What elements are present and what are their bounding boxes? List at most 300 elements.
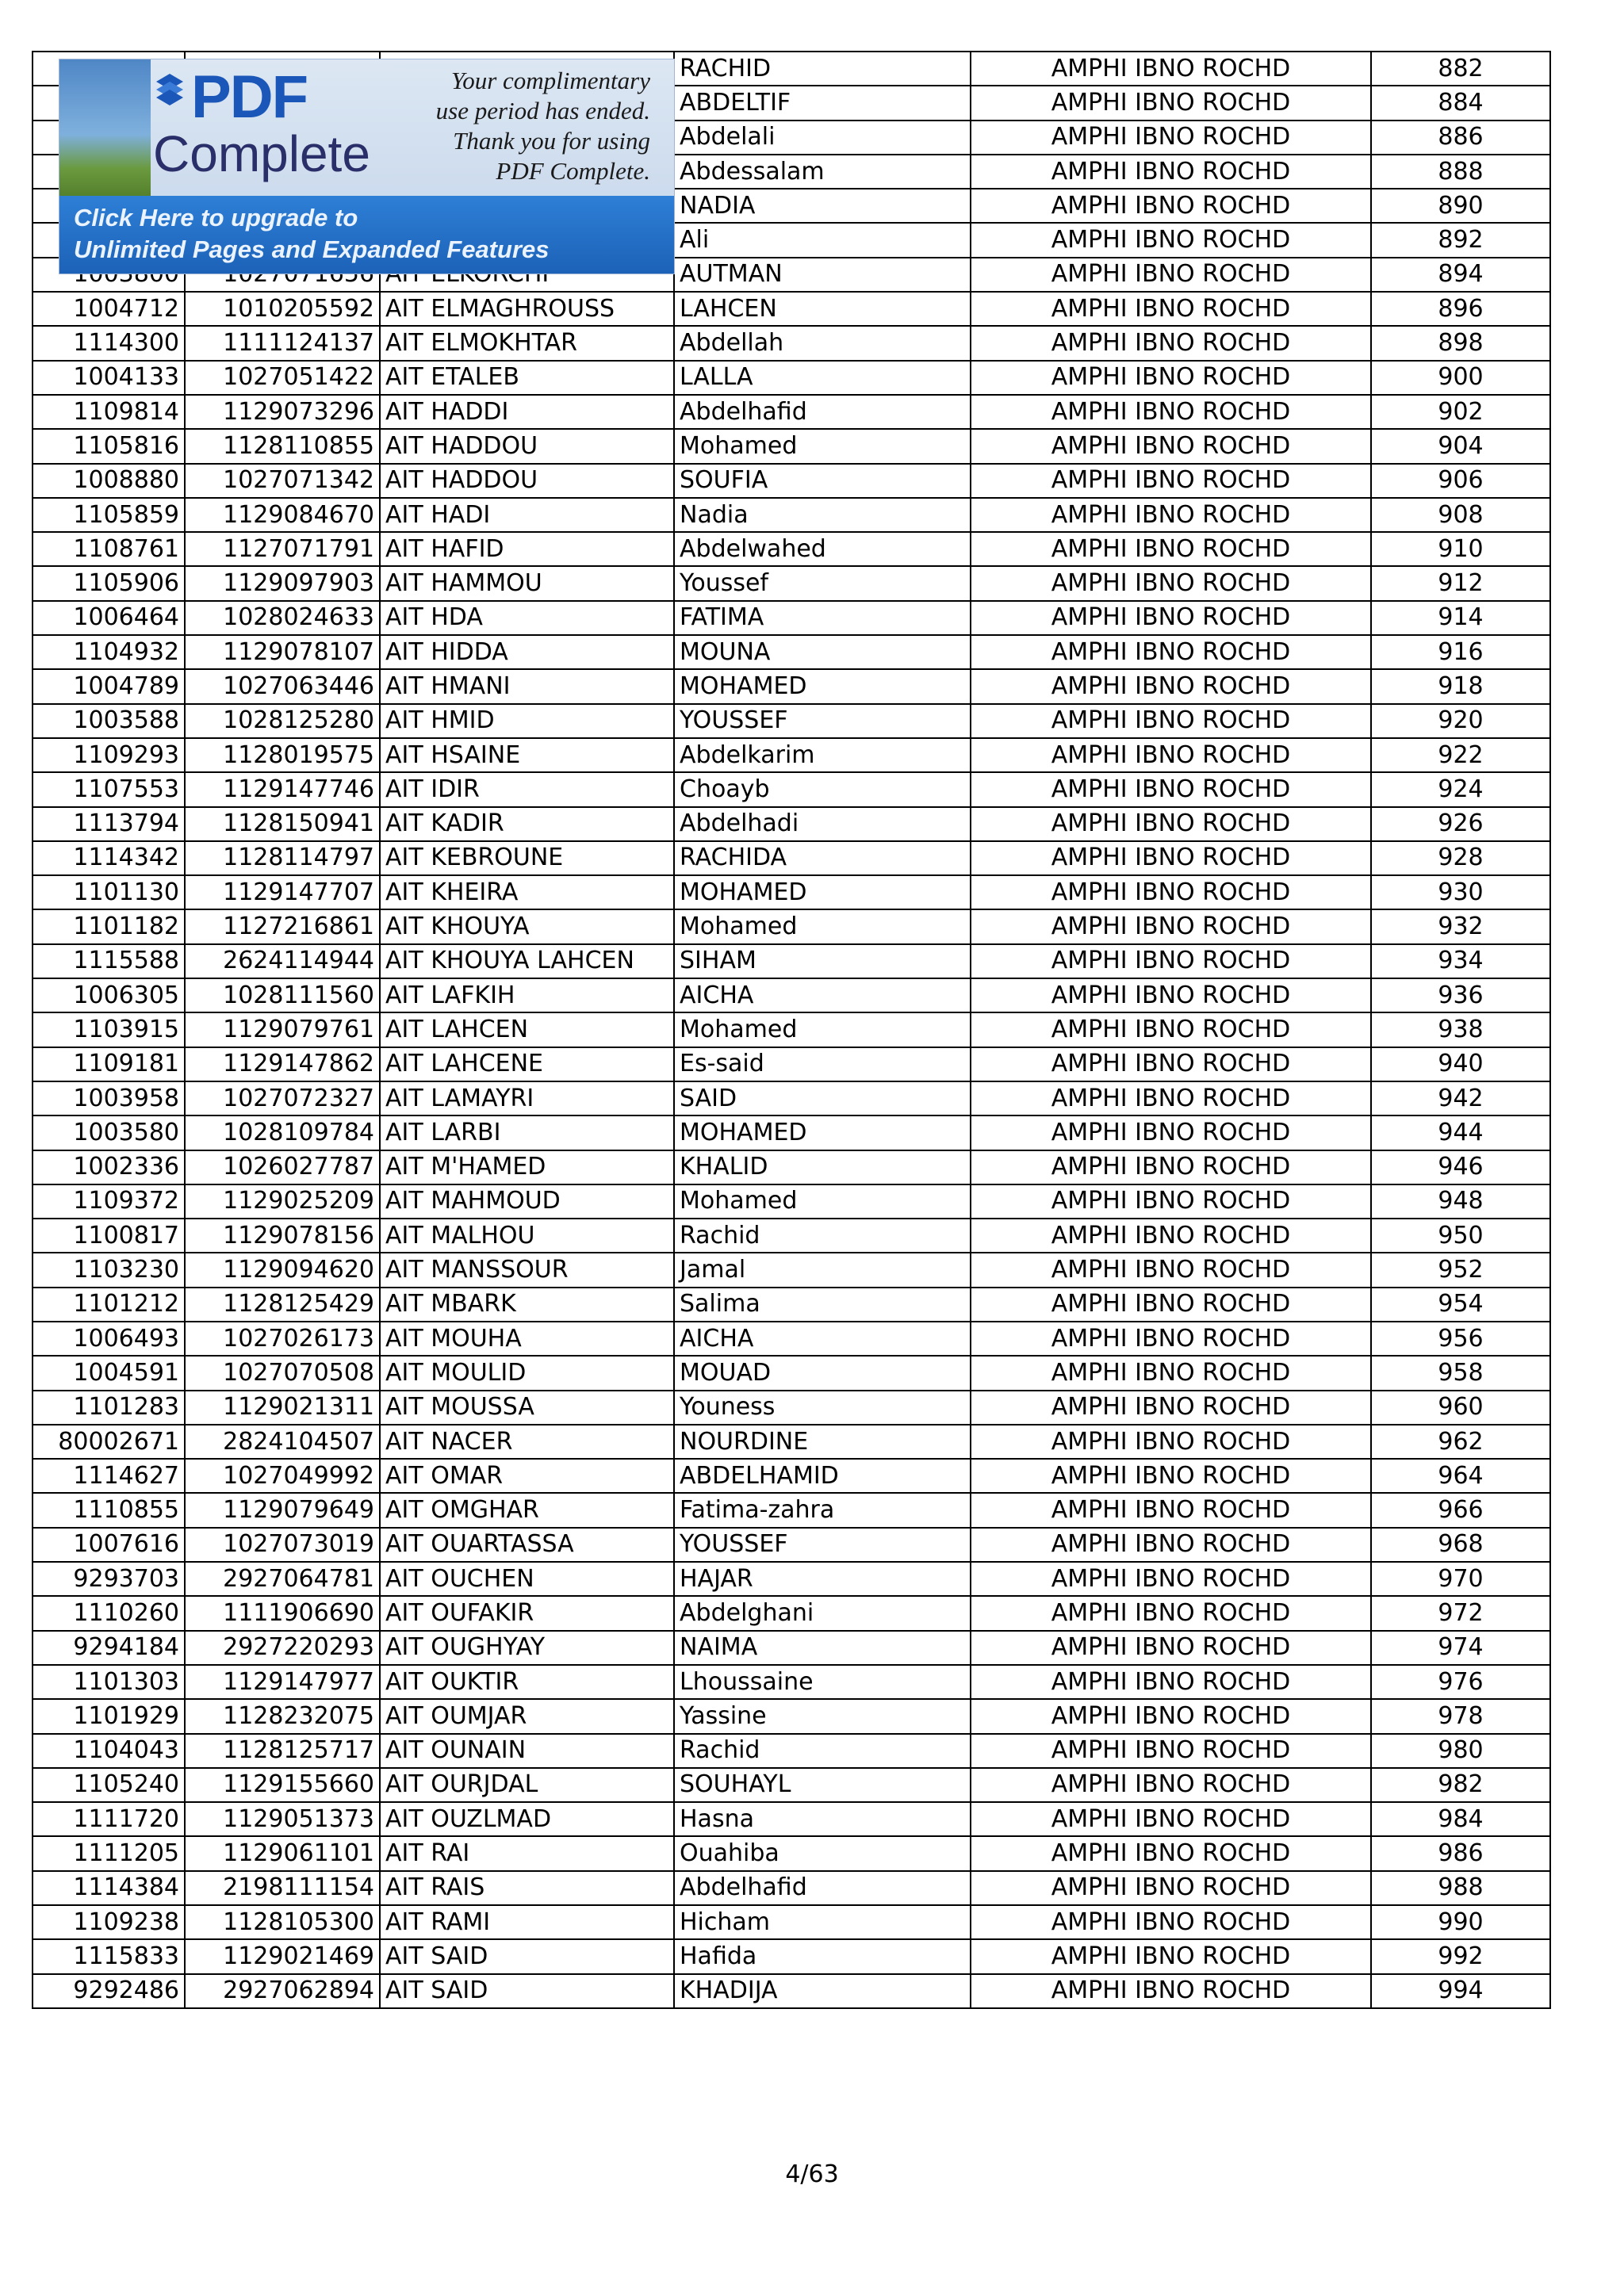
firstname-cell: Abdelwahed <box>674 532 971 566</box>
code-cell: 1027063446 <box>185 669 380 703</box>
seat-number-cell: 902 <box>1371 395 1550 429</box>
pdf-complete-banner[interactable] <box>59 59 675 274</box>
seat-number-cell: 970 <box>1371 1562 1550 1596</box>
seat-number-cell: 922 <box>1371 738 1550 772</box>
surname-cell: AIT LARBI <box>380 1115 674 1150</box>
surname-cell: AIT ELMOKHTAR <box>380 326 674 360</box>
code-cell: 1129084670 <box>185 498 380 532</box>
table-row <box>33 1905 1550 1939</box>
code-cell: 1129078107 <box>185 635 380 669</box>
cta-line[interactable]: Unlimited Pages and Expanded Features <box>74 235 550 263</box>
code-cell: 1129079761 <box>185 1012 380 1047</box>
table-row <box>33 1493 1550 1527</box>
room-cell: AMPHI IBNO ROCHD <box>971 1905 1371 1939</box>
code-cell: 1027072327 <box>185 1081 380 1115</box>
room-cell: AMPHI IBNO ROCHD <box>971 944 1371 978</box>
room-cell: AMPHI IBNO ROCHD <box>971 875 1371 909</box>
seat-number-cell: 992 <box>1371 1939 1550 1973</box>
table-row <box>33 669 1550 703</box>
firstname-cell: LAHCEN <box>674 292 971 326</box>
cta-line[interactable]: Click Here to upgrade to <box>74 204 358 232</box>
seat-number-cell: 986 <box>1371 1836 1550 1870</box>
surname-cell: AIT KHOUYA LAHCEN <box>380 944 674 978</box>
id-cell: 1006464 <box>33 601 185 635</box>
room-cell: AMPHI IBNO ROCHD <box>971 1836 1371 1870</box>
seat-number-cell: 988 <box>1371 1871 1550 1905</box>
code-cell: 1111124137 <box>185 326 380 360</box>
table-row <box>33 772 1550 806</box>
id-cell: 1107553 <box>33 772 185 806</box>
firstname-cell: SOUHAYL <box>674 1768 971 1802</box>
firstname-cell: Fatima-zahra <box>674 1493 971 1527</box>
code-cell: 1128110855 <box>185 429 380 463</box>
table-row <box>33 464 1550 498</box>
surname-cell: AIT HAFID <box>380 532 674 566</box>
firstname-cell: NAIMA <box>674 1631 971 1665</box>
surname-cell: AIT OMGHAR <box>380 1493 674 1527</box>
table-row <box>33 429 1550 463</box>
firstname-cell: Rachid <box>674 1734 971 1768</box>
upgrade-link[interactable] <box>59 196 674 274</box>
room-cell: AMPHI IBNO ROCHD <box>971 361 1371 395</box>
firstname-cell: RACHIDA <box>674 841 971 875</box>
id-cell: 1101283 <box>33 1391 185 1425</box>
id-cell: 1101929 <box>33 1699 185 1733</box>
seat-number-cell: 934 <box>1371 944 1550 978</box>
code-cell: 1129155660 <box>185 1768 380 1802</box>
table-row <box>33 1425 1550 1459</box>
surname-cell: AIT LAMAYRI <box>380 1081 674 1115</box>
firstname-cell: SOUFIA <box>674 464 971 498</box>
surname-cell: AIT HADI <box>380 498 674 532</box>
code-cell: 2824104507 <box>185 1425 380 1459</box>
room-cell: AMPHI IBNO ROCHD <box>971 223 1371 257</box>
firstname-cell: Abdelkarim <box>674 738 971 772</box>
table-row <box>33 1699 1550 1733</box>
firstname-cell: Abdelhafid <box>674 395 971 429</box>
code-cell: 1128114797 <box>185 841 380 875</box>
seat-number-cell: 976 <box>1371 1665 1550 1699</box>
seat-number-cell: 928 <box>1371 841 1550 875</box>
surname-cell: AIT RAMI <box>380 1905 674 1939</box>
surname-cell: AIT KEBROUNE <box>380 841 674 875</box>
code-cell: 1128105300 <box>185 1905 380 1939</box>
seat-number-cell: 912 <box>1371 566 1550 600</box>
firstname-cell: ABDELTIF <box>674 86 971 120</box>
table-row <box>33 395 1550 429</box>
code-cell: 1129147707 <box>185 875 380 909</box>
surname-cell: AIT HDA <box>380 601 674 635</box>
seat-number-cell: 914 <box>1371 601 1550 635</box>
seat-number-cell: 910 <box>1371 532 1550 566</box>
seat-number-cell: 990 <box>1371 1905 1550 1939</box>
firstname-cell: MOHAMED <box>674 875 971 909</box>
table-row <box>33 1596 1550 1630</box>
table-row <box>33 1012 1550 1047</box>
seat-number-cell: 886 <box>1371 121 1550 155</box>
room-cell: AMPHI IBNO ROCHD <box>971 1939 1371 1973</box>
firstname-cell: Mohamed <box>674 909 971 943</box>
id-cell: 1114384 <box>33 1871 185 1905</box>
surname-cell: AIT HSAINE <box>380 738 674 772</box>
message-line: PDF Complete. <box>496 157 650 185</box>
id-cell: 1109814 <box>33 395 185 429</box>
code-cell: 1027073019 <box>185 1528 380 1562</box>
surname-cell: AIT KHEIRA <box>380 875 674 909</box>
seat-number-cell: 906 <box>1371 464 1550 498</box>
room-cell: AMPHI IBNO ROCHD <box>971 395 1371 429</box>
id-cell: 1004133 <box>33 361 185 395</box>
table-row <box>33 326 1550 360</box>
id-cell: 1101182 <box>33 909 185 943</box>
firstname-cell: Hasna <box>674 1802 971 1836</box>
surname-cell: AIT MAHMOUD <box>380 1184 674 1219</box>
table-row <box>33 1081 1550 1115</box>
code-cell: 2198111154 <box>185 1871 380 1905</box>
code-cell: 1129051373 <box>185 1802 380 1836</box>
room-cell: AMPHI IBNO ROCHD <box>971 601 1371 635</box>
code-cell: 1111906690 <box>185 1596 380 1630</box>
room-cell: AMPHI IBNO ROCHD <box>971 704 1371 738</box>
firstname-cell: NADIA <box>674 189 971 223</box>
id-cell: 1109238 <box>33 1905 185 1939</box>
table-row <box>33 292 1550 326</box>
room-cell: AMPHI IBNO ROCHD <box>971 1974 1371 2008</box>
brand-pdf: PDF <box>191 63 307 131</box>
surname-cell: AIT OUNAIN <box>380 1734 674 1768</box>
table-row <box>33 1459 1550 1493</box>
id-cell: 1104043 <box>33 1734 185 1768</box>
code-cell: 1129025209 <box>185 1184 380 1219</box>
surname-cell: AIT HMID <box>380 704 674 738</box>
surname-cell: AIT MOUHA <box>380 1322 674 1356</box>
room-cell: AMPHI IBNO ROCHD <box>971 1596 1371 1630</box>
seat-number-cell: 900 <box>1371 361 1550 395</box>
id-cell: 1110855 <box>33 1493 185 1527</box>
code-cell: 1028109784 <box>185 1115 380 1150</box>
firstname-cell: Abdelghani <box>674 1596 971 1630</box>
surname-cell: AIT NACER <box>380 1425 674 1459</box>
code-cell: 1129021311 <box>185 1391 380 1425</box>
firstname-cell: Mohamed <box>674 1184 971 1219</box>
id-cell: 1105816 <box>33 429 185 463</box>
room-cell: AMPHI IBNO ROCHD <box>971 292 1371 326</box>
seat-number-cell: 930 <box>1371 875 1550 909</box>
table-row <box>33 1871 1550 1905</box>
seat-number-cell: 896 <box>1371 292 1550 326</box>
room-cell: AMPHI IBNO ROCHD <box>971 1219 1371 1253</box>
table-row <box>33 498 1550 532</box>
room-cell: AMPHI IBNO ROCHD <box>971 1012 1371 1047</box>
code-cell: 1027026173 <box>185 1322 380 1356</box>
id-cell: 1110260 <box>33 1596 185 1630</box>
id-cell: 9292486 <box>33 1974 185 2008</box>
table-row <box>33 841 1550 875</box>
room-cell: AMPHI IBNO ROCHD <box>971 635 1371 669</box>
table-row <box>33 635 1550 669</box>
seat-number-cell: 984 <box>1371 1802 1550 1836</box>
code-cell: 1129147862 <box>185 1047 380 1081</box>
room-cell: AMPHI IBNO ROCHD <box>971 1425 1371 1459</box>
id-cell: 1105859 <box>33 498 185 532</box>
banner-message <box>365 66 650 186</box>
id-cell: 1115588 <box>33 944 185 978</box>
room-cell: AMPHI IBNO ROCHD <box>971 1288 1371 1322</box>
code-cell: 1027071342 <box>185 464 380 498</box>
surname-cell: AIT OUGHYAY <box>380 1631 674 1665</box>
room-cell: AMPHI IBNO ROCHD <box>971 1047 1371 1081</box>
seat-number-cell: 972 <box>1371 1596 1550 1630</box>
table-row <box>33 1665 1550 1699</box>
room-cell: AMPHI IBNO ROCHD <box>971 1253 1371 1287</box>
room-cell: AMPHI IBNO ROCHD <box>971 532 1371 566</box>
firstname-cell: NOURDINE <box>674 1425 971 1459</box>
firstname-cell: Mohamed <box>674 1012 971 1047</box>
code-cell: 1128125429 <box>185 1288 380 1322</box>
brand-complete: Complete <box>153 125 370 182</box>
firstname-cell: MOUAD <box>674 1356 971 1390</box>
surname-cell: AIT HADDOU <box>380 464 674 498</box>
table-row <box>33 1253 1550 1287</box>
firstname-cell: LALLA <box>674 361 971 395</box>
code-cell: 2927220293 <box>185 1631 380 1665</box>
seat-number-cell: 940 <box>1371 1047 1550 1081</box>
firstname-cell: RACHID <box>674 52 971 86</box>
table-row <box>33 1562 1550 1596</box>
message-line: Your complimentary <box>450 67 650 94</box>
firstname-cell: AICHA <box>674 978 971 1012</box>
surname-cell: AIT RAIS <box>380 1871 674 1905</box>
code-cell: 1129097903 <box>185 566 380 600</box>
seat-number-cell: 946 <box>1371 1150 1550 1184</box>
surname-cell: AIT RAI <box>380 1836 674 1870</box>
id-cell: 1105906 <box>33 566 185 600</box>
id-cell: 1101130 <box>33 875 185 909</box>
room-cell: AMPHI IBNO ROCHD <box>971 326 1371 360</box>
room-cell: AMPHI IBNO ROCHD <box>971 429 1371 463</box>
id-cell: 1002336 <box>33 1150 185 1184</box>
surname-cell: AIT OUARTASSA <box>380 1528 674 1562</box>
id-cell: 1003958 <box>33 1081 185 1115</box>
id-cell: 1003580 <box>33 1115 185 1150</box>
room-cell: AMPHI IBNO ROCHD <box>971 1356 1371 1390</box>
firstname-cell: Jamal <box>674 1253 971 1287</box>
room-cell: AMPHI IBNO ROCHD <box>971 1115 1371 1150</box>
room-cell: AMPHI IBNO ROCHD <box>971 978 1371 1012</box>
firstname-cell: Ali <box>674 223 971 257</box>
firstname-cell: Hafida <box>674 1939 971 1973</box>
table-row <box>33 1356 1550 1390</box>
surname-cell: AIT LAHCENE <box>380 1047 674 1081</box>
seat-number-cell: 894 <box>1371 258 1550 292</box>
id-cell: 1108761 <box>33 532 185 566</box>
room-cell: AMPHI IBNO ROCHD <box>971 1493 1371 1527</box>
code-cell: 1128125717 <box>185 1734 380 1768</box>
surname-cell: AIT MBARK <box>380 1288 674 1322</box>
table-row <box>33 1631 1550 1665</box>
seat-number-cell: 950 <box>1371 1219 1550 1253</box>
seat-number-cell: 924 <box>1371 772 1550 806</box>
firstname-cell: Yassine <box>674 1699 971 1733</box>
code-cell: 1128150941 <box>185 807 380 841</box>
id-cell: 1006493 <box>33 1322 185 1356</box>
room-cell: AMPHI IBNO ROCHD <box>971 841 1371 875</box>
surname-cell: AIT MOULID <box>380 1356 674 1390</box>
seat-number-cell: 898 <box>1371 326 1550 360</box>
firstname-cell: Rachid <box>674 1219 971 1253</box>
surname-cell: AIT LAHCEN <box>380 1012 674 1047</box>
room-cell: AMPHI IBNO ROCHD <box>971 772 1371 806</box>
id-cell: 1104932 <box>33 635 185 669</box>
firstname-cell: YOUSSEF <box>674 1528 971 1562</box>
seat-number-cell: 920 <box>1371 704 1550 738</box>
surname-cell: AIT HMANI <box>380 669 674 703</box>
surname-cell: AIT SAID <box>380 1974 674 2008</box>
id-cell: 9293703 <box>33 1562 185 1596</box>
room-cell: AMPHI IBNO ROCHD <box>971 1150 1371 1184</box>
code-cell: 1027049992 <box>185 1459 380 1493</box>
table-row <box>33 1836 1550 1870</box>
seat-number-cell: 938 <box>1371 1012 1550 1047</box>
id-cell: 1115833 <box>33 1939 185 1973</box>
firstname-cell: Es-said <box>674 1047 971 1081</box>
room-cell: AMPHI IBNO ROCHD <box>971 909 1371 943</box>
code-cell: 1127216861 <box>185 909 380 943</box>
table-row <box>33 944 1550 978</box>
firstname-cell: ABDELHAMID <box>674 1459 971 1493</box>
surname-cell: AIT OUCHEN <box>380 1562 674 1596</box>
id-cell: 1109372 <box>33 1184 185 1219</box>
firstname-cell: Abdellah <box>674 326 971 360</box>
seat-number-cell: 994 <box>1371 1974 1550 2008</box>
candidate-table <box>32 51 1551 2009</box>
code-cell: 1026027787 <box>185 1150 380 1184</box>
seat-number-cell: 952 <box>1371 1253 1550 1287</box>
seat-number-cell: 956 <box>1371 1322 1550 1356</box>
room-cell: AMPHI IBNO ROCHD <box>971 155 1371 189</box>
id-cell: 1114342 <box>33 841 185 875</box>
firstname-cell: Choayb <box>674 772 971 806</box>
id-cell: 1006305 <box>33 978 185 1012</box>
code-cell: 1129094620 <box>185 1253 380 1287</box>
id-cell: 1109293 <box>33 738 185 772</box>
table-row <box>33 1047 1550 1081</box>
seat-number-cell: 884 <box>1371 86 1550 120</box>
firstname-cell: FATIMA <box>674 601 971 635</box>
room-cell: AMPHI IBNO ROCHD <box>971 1459 1371 1493</box>
id-cell: 1114627 <box>33 1459 185 1493</box>
code-cell: 1129147746 <box>185 772 380 806</box>
table-row <box>33 566 1550 600</box>
table-row <box>33 1115 1550 1150</box>
code-cell: 1129078156 <box>185 1219 380 1253</box>
surname-cell: AIT ELMAGHROUSS <box>380 292 674 326</box>
room-cell: AMPHI IBNO ROCHD <box>971 1322 1371 1356</box>
seat-number-cell: 916 <box>1371 635 1550 669</box>
surname-cell: AIT M'HAMED <box>380 1150 674 1184</box>
room-cell: AMPHI IBNO ROCHD <box>971 52 1371 86</box>
seat-number-cell: 890 <box>1371 189 1550 223</box>
seat-number-cell: 982 <box>1371 1768 1550 1802</box>
firstname-cell: AICHA <box>674 1322 971 1356</box>
surname-cell: AIT OUMJAR <box>380 1699 674 1733</box>
table-row <box>33 1768 1550 1802</box>
surname-cell: AIT LAFKIH <box>380 978 674 1012</box>
room-cell: AMPHI IBNO ROCHD <box>971 464 1371 498</box>
room-cell: AMPHI IBNO ROCHD <box>971 86 1371 120</box>
id-cell: 1008880 <box>33 464 185 498</box>
id-cell: 1114300 <box>33 326 185 360</box>
code-cell: 1128232075 <box>185 1699 380 1733</box>
id-cell: 1103915 <box>33 1012 185 1047</box>
code-cell: 2927062894 <box>185 1974 380 2008</box>
table-row <box>33 875 1550 909</box>
table-row <box>33 807 1550 841</box>
table-row <box>33 978 1550 1012</box>
table-row <box>33 1974 1550 2008</box>
firstname-cell: Hicham <box>674 1905 971 1939</box>
id-cell: 1101303 <box>33 1665 185 1699</box>
surname-cell: AIT MOUSSA <box>380 1391 674 1425</box>
id-cell: 1004591 <box>33 1356 185 1390</box>
room-cell: AMPHI IBNO ROCHD <box>971 121 1371 155</box>
id-cell: 1004789 <box>33 669 185 703</box>
umbrella-figure-icon <box>59 59 151 196</box>
seat-number-cell: 980 <box>1371 1734 1550 1768</box>
firstname-cell: Salima <box>674 1288 971 1322</box>
surname-cell: AIT SAID <box>380 1939 674 1973</box>
surname-cell: AIT MANSSOUR <box>380 1253 674 1287</box>
seat-number-cell: 888 <box>1371 155 1550 189</box>
firstname-cell: Ouahiba <box>674 1836 971 1870</box>
seat-number-cell: 882 <box>1371 52 1550 86</box>
surname-cell: AIT KADIR <box>380 807 674 841</box>
id-cell: 1007616 <box>33 1528 185 1562</box>
table-row <box>33 1939 1550 1973</box>
table-row <box>33 532 1550 566</box>
firstname-cell: SAID <box>674 1081 971 1115</box>
surname-cell: AIT OMAR <box>380 1459 674 1493</box>
seat-number-cell: 908 <box>1371 498 1550 532</box>
seat-number-cell: 968 <box>1371 1528 1550 1562</box>
table-row <box>33 1734 1550 1768</box>
table-row <box>33 1184 1550 1219</box>
code-cell: 1129147977 <box>185 1665 380 1699</box>
table-row <box>33 1150 1550 1184</box>
code-cell: 1129021469 <box>185 1939 380 1973</box>
firstname-cell: AUTMAN <box>674 258 971 292</box>
seat-number-cell: 948 <box>1371 1184 1550 1219</box>
id-cell: 1101212 <box>33 1288 185 1322</box>
room-cell: AMPHI IBNO ROCHD <box>971 1871 1371 1905</box>
firstname-cell: Lhoussaine <box>674 1665 971 1699</box>
code-cell: 1129061101 <box>185 1836 380 1870</box>
code-cell: 1128019575 <box>185 738 380 772</box>
room-cell: AMPHI IBNO ROCHD <box>971 1734 1371 1768</box>
seat-number-cell: 954 <box>1371 1288 1550 1322</box>
surname-cell: AIT HADDI <box>380 395 674 429</box>
firstname-cell: Youssef <box>674 566 971 600</box>
code-cell: 2624114944 <box>185 944 380 978</box>
firstname-cell: Abdelhafid <box>674 1871 971 1905</box>
surname-cell: AIT OUFAKIR <box>380 1596 674 1630</box>
table-row <box>33 1322 1550 1356</box>
id-cell: 1111205 <box>33 1836 185 1870</box>
firstname-cell: MOUNA <box>674 635 971 669</box>
room-cell: AMPHI IBNO ROCHD <box>971 1631 1371 1665</box>
code-cell: 1028125280 <box>185 704 380 738</box>
code-cell: 1129079649 <box>185 1493 380 1527</box>
